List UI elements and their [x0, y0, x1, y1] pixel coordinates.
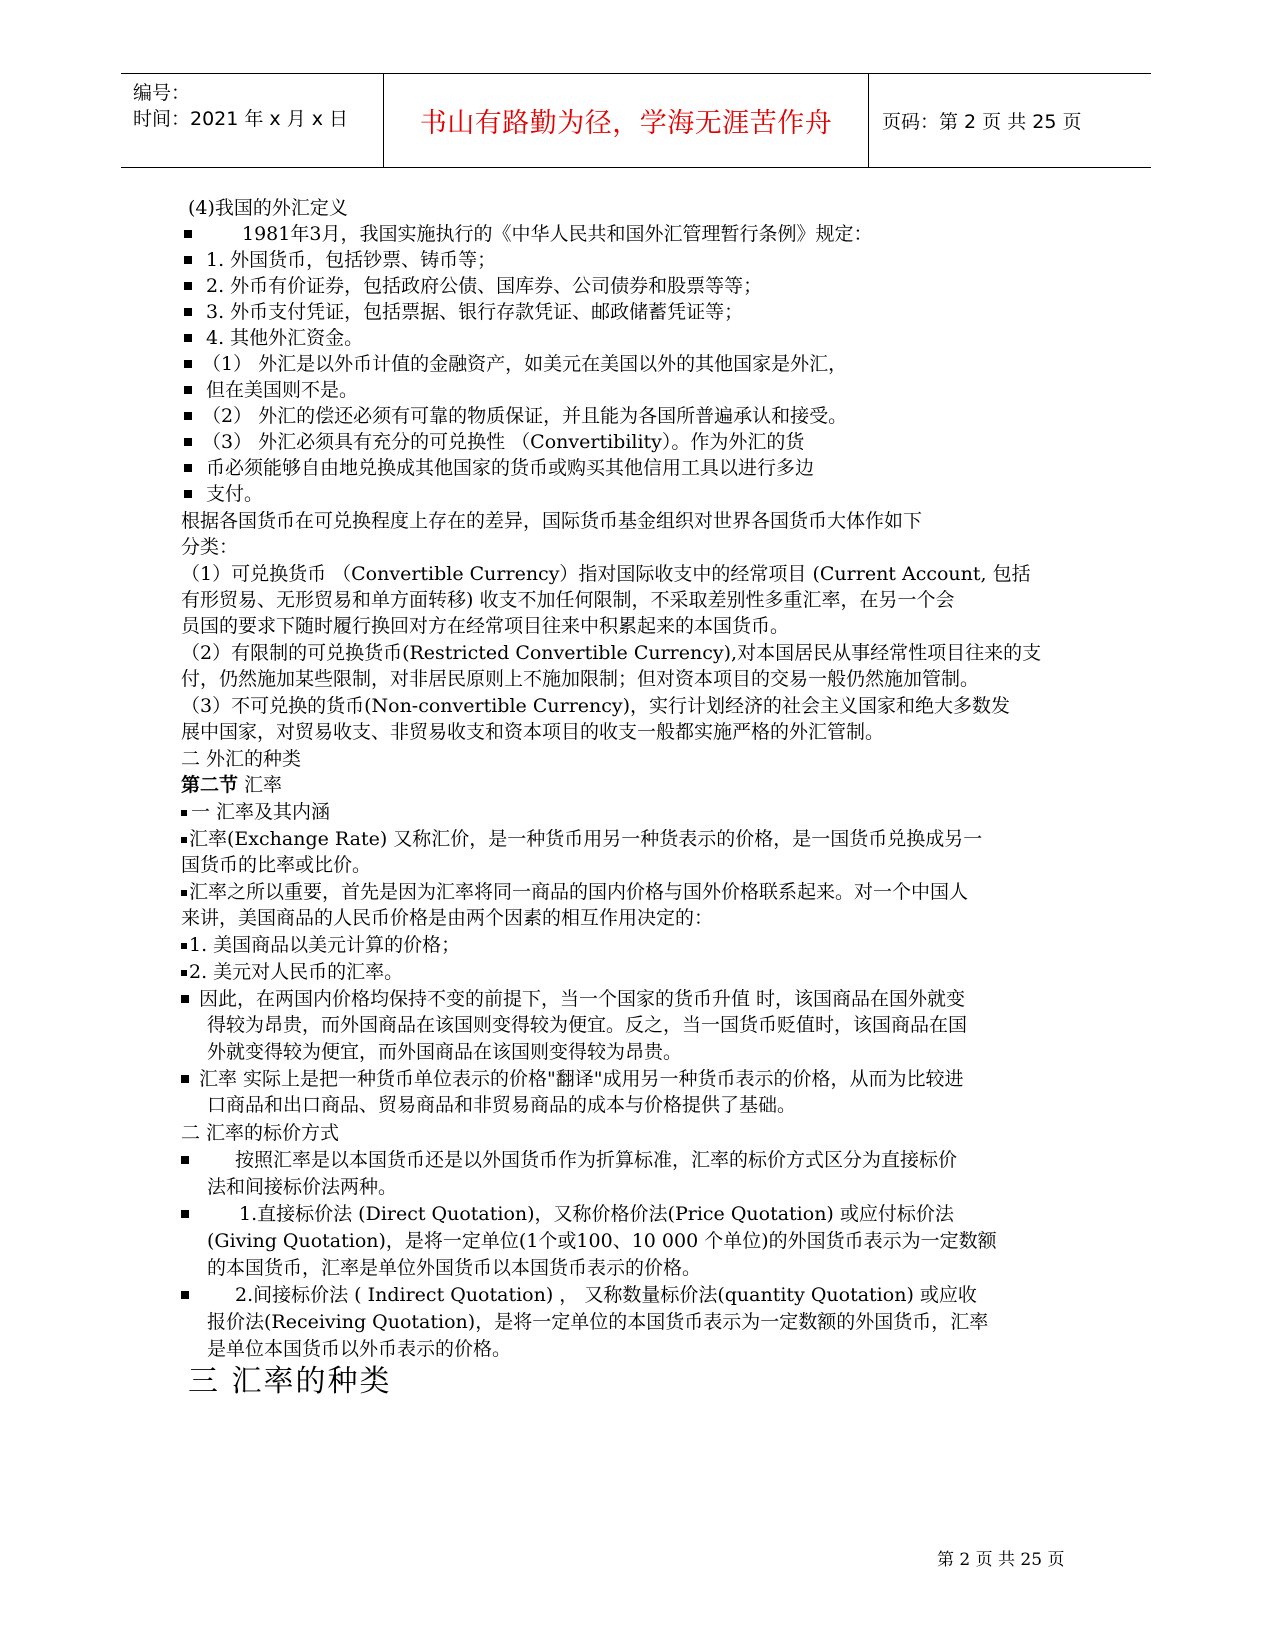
list-item: 4. 其他外汇资金。	[184, 324, 363, 352]
bullet-icon	[181, 810, 187, 816]
bullet-icon	[184, 490, 192, 498]
list-item: 2. 美元对人民币的汇率。	[181, 958, 403, 986]
section-heading-large: 三 汇率的种类	[188, 1364, 392, 1399]
text-line: (Giving Quotation)，是将一定单位(1个或100、10 000 个单位)的外国货币表示为一定数额	[207, 1230, 997, 1252]
list-item: 2.间接标价法 ( Indirect Quotation) ， 又称数量标价法(quantity Quotation) 或应收	[181, 1281, 977, 1309]
bullet-icon	[181, 1156, 189, 1164]
text-line: 分类：	[181, 536, 239, 558]
bullet-icon	[184, 308, 192, 316]
text-line: 来讲，美国商品的人民币价格是由两个因素的相互作用决定的：	[181, 907, 714, 929]
list-item: 因此，在两国内价格均保持不变的前提下，当一个国家的货币升值 时，该国商品在国外就变	[181, 985, 965, 1013]
list-item: 但在美国则不是。	[184, 376, 358, 404]
text-line: 有形贸易、无形贸易和单方面转移) 收支不加任何限制，不采取差别性多重汇率，在另一个会	[181, 589, 955, 611]
text-line: 展中国家，对贸易收支、非贸易收支和资本项目的收支一般都实施严格的外汇管制。	[181, 721, 885, 743]
bullet-icon	[184, 412, 192, 420]
header-left-cell	[121, 74, 383, 167]
list-item: 2. 外币有价证券，包括政府公债、国库券、公司债券和股票等等；	[184, 272, 762, 300]
text-line: （2）有限制的可兑换货币(Restricted Convertible Currency),对本国居民从事经常性项目往来的支	[181, 642, 1042, 664]
text-line: 口商品和出口商品、贸易商品和非贸易商品的成本与价格提供了基础。	[207, 1094, 797, 1116]
bullet-icon	[184, 438, 192, 446]
list-item: 支付。	[184, 480, 263, 508]
header-page-cell	[868, 74, 1151, 167]
text-line: 的本国货币，汇率是单位外国货币以本国货币表示的价格。	[207, 1257, 702, 1279]
bullet-icon	[181, 890, 187, 896]
text-line: 是单位本国货币以外币表示的价格。	[207, 1338, 512, 1360]
text-line: 国货币的比率或比价。	[181, 854, 372, 876]
bullet-icon	[184, 464, 192, 472]
bullet-icon	[184, 282, 192, 290]
text-line: 根据各国货币在可兑换程度上存在的差异，国际货币基金组织对世界各国货币大体作如下	[181, 510, 923, 532]
text-line: 员国的要求下随时履行换回对方在经常项目往来中积累起来的本国货币。	[181, 615, 790, 637]
list-item: （1） 外汇是以外币计值的金融资产，如美元在美国以外的其他国家是外汇，	[184, 350, 847, 378]
bullet-icon	[184, 360, 192, 368]
text-line: 付，仍然施加某些限制，对非居民原则上不施加限制；但对资本项目的交易一般仍然施加管制。	[181, 668, 980, 690]
bullet-icon	[181, 1210, 189, 1218]
bullet-icon	[181, 1075, 189, 1083]
section-heading: 第二节 汇率	[181, 774, 283, 796]
document-header	[121, 73, 1151, 168]
list-item: 1.直接标价法 (Direct Quotation)，又称价格价法(Price Quotation) 或应付标价法	[181, 1200, 954, 1228]
number-label: 编号：	[133, 82, 191, 104]
bullet-icon	[181, 995, 189, 1003]
list-item: 汇率 实际上是把一种货币单位表示的价格"翻译"成用另一种货币表示的价格，从而为比较进	[181, 1065, 964, 1093]
bullet-icon	[184, 230, 192, 238]
text-line: 报价法(Receiving Quotation)，是将一定单位的本国货币表示为一定数额的外国货币，汇率	[207, 1311, 989, 1333]
text-line: (4)我国的外汇定义	[188, 197, 348, 219]
list-item: （3） 外汇必须具有充分的可兑换性 （Convertibility）。作为外汇的货	[184, 428, 804, 456]
list-item: （2） 外汇的偿还必须有可靠的物质保证，并且能为各国所普遍承认和接受。	[184, 402, 847, 430]
list-item: 币必须能够自由地兑换成其他国家的货币或购买其他信用工具以进行多边	[184, 454, 814, 482]
bullet-icon	[181, 970, 187, 976]
list-item: 1. 外国货币，包括钞票、铸币等；	[184, 246, 496, 274]
time-label: 时间：2021 年 x 月 x 日	[133, 108, 349, 130]
text-line: （1）可兑换货币 （Convertible Currency）指对国际收支中的经常项目 (Current Account, 包括	[181, 563, 1031, 585]
list-item: 汇率(Exchange Rate) 又称汇价，是一种货币用另一种货表示的价格，是一国货币兑换成另一	[181, 825, 982, 853]
motto: 书山有路勤为径，学海无涯苦作舟	[419, 108, 833, 139]
page-info: 页码：第 2 页 共 25 页	[882, 111, 1082, 133]
text-line: 法和间接标价法两种。	[207, 1176, 398, 1198]
bullet-icon	[181, 1291, 189, 1299]
list-item: 一 汇率及其内涵	[181, 798, 330, 826]
section-heading: 二 外汇的种类	[181, 748, 302, 770]
text-line: （3）不可兑换的货币(Non-convertible Currency)，实行计划经济的社会主义国家和绝大多数发	[181, 695, 1011, 717]
section-heading: 二 汇率的标价方式	[181, 1122, 340, 1144]
bullet-icon	[184, 256, 192, 264]
header-motto-cell	[383, 74, 869, 167]
text-line: 外就变得较为便宜，而外国商品在该国则变得较为昂贵。	[207, 1041, 683, 1063]
bullet-icon	[184, 386, 192, 394]
bullet-icon	[181, 943, 187, 949]
text-line: 得较为昂贵，而外国商品在该国则变得较为便宜。反之，当一国货币贬值时，该国商品在国	[207, 1014, 968, 1036]
bullet-icon	[184, 334, 192, 342]
list-item: 1981年3月，我国实施执行的《中华人民共和国外汇管理暂行条例》规定：	[184, 220, 872, 248]
list-item: 汇率之所以重要，首先是因为汇率将同一商品的国内价格与国外价格联系起来。对一个中国人	[181, 878, 968, 906]
list-item: 3. 外币支付凭证，包括票据、银行存款凭证、邮政储蓄凭证等；	[184, 298, 743, 326]
page-footer: 第 2 页 共 25 页	[937, 1550, 1065, 1570]
list-item: 1. 美国商品以美元计算的价格；	[181, 931, 460, 959]
list-item: 按照汇率是以本国货币还是以外国货币作为折算标准，汇率的标价方式区分为直接标价	[181, 1146, 957, 1174]
bullet-icon	[181, 837, 187, 843]
